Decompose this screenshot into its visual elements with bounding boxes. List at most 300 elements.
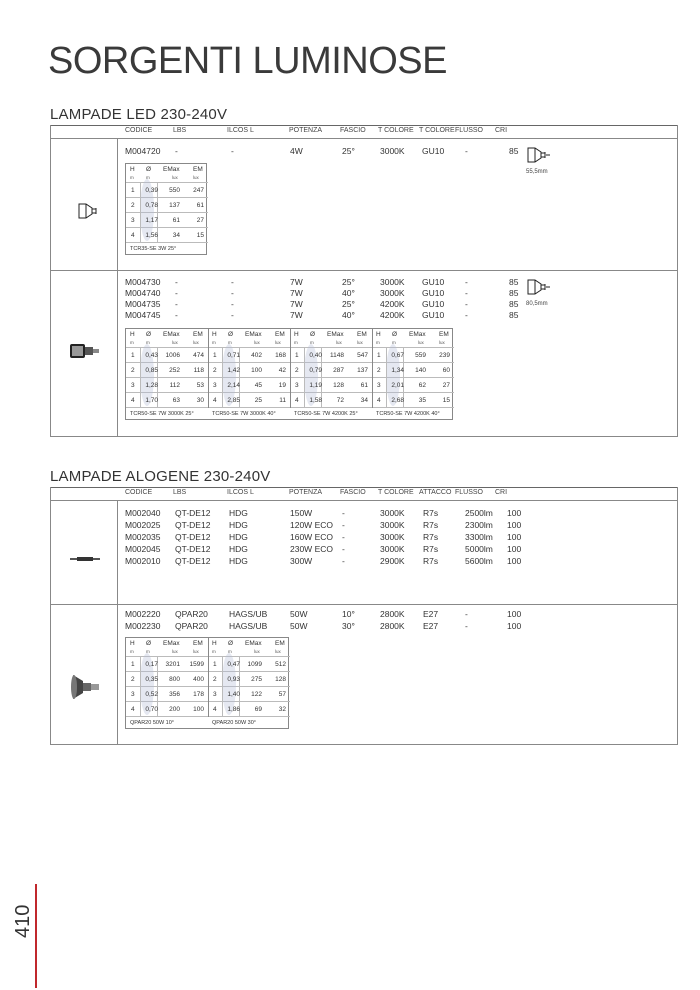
cell-potenza: 230W ECO — [290, 544, 333, 554]
table-cell: 252 — [169, 367, 180, 374]
unit-label: lux — [172, 649, 178, 654]
table-cell: 1,70 — [145, 397, 158, 404]
dimension-label: 80,5mm — [526, 301, 548, 307]
cell-attacco: GU10 — [422, 299, 445, 309]
column-header: Ø — [228, 640, 234, 647]
cell-fascio: 25° — [342, 299, 355, 309]
page-title: SORGENTI LUMINOSE — [48, 40, 447, 82]
table-cell: 559 — [415, 352, 426, 359]
table-cell: 32 — [278, 706, 286, 713]
table-cell: 4 — [377, 397, 381, 404]
table-caption: QPAR20 50W 30° — [212, 720, 256, 726]
cell-codice: M004720 — [125, 146, 161, 156]
cell-flusso: 5600lm — [465, 556, 493, 566]
column-header: T COLORE — [378, 489, 414, 496]
table-caption: TCR50-SE 7W 3000K 25° — [130, 411, 194, 417]
table-cell: 1148 — [330, 352, 344, 359]
cell-codice: M004735 — [125, 299, 161, 309]
column-header: Ø — [146, 331, 152, 338]
table-cell: 137 — [169, 202, 180, 209]
cell-potenza: 7W — [290, 310, 303, 320]
cell-flusso: - — [465, 288, 468, 298]
column-header: EM — [193, 166, 203, 173]
cell-fascio: - — [342, 508, 345, 518]
table-divider — [208, 638, 209, 717]
column-header: ILCOS L — [227, 127, 254, 134]
cell-codice: M002040 — [125, 508, 161, 518]
column-header: Ø — [146, 166, 152, 173]
column-header: EMax — [163, 331, 180, 338]
table-cell: 275 — [251, 676, 262, 683]
cell-potenza: 7W — [290, 299, 303, 309]
table-cell: 45 — [254, 382, 262, 389]
cell-fascio: - — [342, 544, 345, 554]
table-rule — [126, 227, 208, 228]
table-cell: 1006 — [165, 352, 180, 359]
cell-cri: 100 — [507, 621, 522, 631]
column-header: H — [130, 166, 135, 173]
column-header: EM — [275, 640, 285, 647]
cell-ilcos: HAGS/UB — [229, 621, 268, 631]
table-cell: 57 — [278, 691, 286, 698]
table-rule — [126, 197, 208, 198]
unit-label: m — [294, 340, 298, 345]
cell-attacco: GU10 — [422, 288, 445, 298]
table-cell: 128 — [333, 382, 344, 389]
table-cell: 2 — [131, 367, 135, 374]
table-cell: 0,39 — [145, 187, 158, 194]
column-header: CODICE — [125, 127, 153, 134]
table-cell: 0,71 — [227, 352, 240, 359]
unit-label: m — [146, 175, 150, 180]
cell-lbs: QT-DE12 — [175, 532, 211, 542]
unit-label: lux — [418, 340, 424, 345]
table-cell: 1 — [213, 661, 217, 668]
cell-cri: 85 — [509, 299, 519, 309]
table-rule — [126, 242, 208, 243]
table-cell: 3 — [295, 382, 299, 389]
cell-fascio: 10° — [342, 609, 355, 619]
table-cell: 100 — [193, 706, 204, 713]
table-caption: QPAR20 50W 10° — [130, 720, 174, 726]
halogen-tube-photo — [69, 549, 101, 567]
cell-flusso: 5000lm — [465, 544, 493, 554]
cell-ilcos: HDG — [229, 520, 248, 530]
unit-label: m — [228, 649, 232, 654]
table-cell: 1 — [131, 352, 135, 359]
led-lamp-photo — [68, 341, 102, 366]
cell-potenza: 7W — [290, 288, 303, 298]
table-cell: 0,70 — [145, 706, 158, 713]
column-header: H — [376, 331, 381, 338]
table-cell: 2 — [213, 676, 217, 683]
table-cell: 547 — [357, 352, 368, 359]
table-cell: 27 — [442, 382, 450, 389]
table-cell: 0,85 — [145, 367, 158, 374]
table-cell: 1,28 — [145, 382, 158, 389]
table-cell: 4 — [131, 397, 135, 404]
cell-attacco: E27 — [423, 609, 439, 619]
table-cell: 19 — [278, 382, 286, 389]
cell-cri: 100 — [507, 508, 522, 518]
unit-label: lux — [336, 340, 342, 345]
cell-tcolore: 3000K — [380, 146, 405, 156]
cell-potenza: 50W — [290, 609, 308, 619]
table-cell: 2 — [131, 202, 135, 209]
unit-label: m — [310, 340, 314, 345]
table-rule — [126, 182, 208, 183]
table-cell: 402 — [251, 352, 262, 359]
table-cell: 53 — [196, 382, 204, 389]
cell-potenza: 160W ECO — [290, 532, 333, 542]
cell-ilcos: - — [231, 310, 234, 320]
cell-flusso: 2500lm — [465, 508, 493, 518]
cell-ilcos: - — [231, 146, 234, 156]
column-header: EM — [439, 331, 449, 338]
table-cell: 34 — [360, 397, 368, 404]
table-cell: 3 — [131, 691, 135, 698]
cell-ilcos: HDG — [229, 532, 248, 542]
column-header: ATTACCO — [419, 489, 452, 496]
column-header: Ø — [146, 640, 152, 647]
section-title-halogen: LAMPADE ALOGENE 230-240V — [50, 468, 271, 485]
cell-ilcos: HDG — [229, 556, 248, 566]
table-cell: 128 — [275, 676, 286, 683]
column-header: T COLORE — [378, 127, 414, 134]
cell-attacco: R7s — [423, 520, 439, 530]
column-header: H — [130, 331, 135, 338]
table-cell: 1,17 — [145, 217, 158, 224]
column-header: POTENZA — [289, 489, 323, 496]
unit-label: m — [146, 340, 150, 345]
product-block-halogen-2 — [50, 605, 678, 745]
column-header: H — [212, 331, 217, 338]
table-caption: TCR35-SE 3W 25° — [130, 246, 177, 252]
column-header: ILCOS L — [227, 489, 254, 496]
column-header-row — [50, 487, 678, 501]
cell-attacco: E27 — [423, 621, 439, 631]
cell-ilcos: - — [231, 288, 234, 298]
cell-tcolore: 3000K — [380, 277, 405, 287]
column-header: FASCIO — [340, 127, 366, 134]
table-caption: TCR50-SE 7W 4200K 25° — [294, 411, 358, 417]
column-header: EM — [275, 331, 285, 338]
product-block-led-1 — [50, 139, 678, 271]
table-cell: 61 — [196, 202, 204, 209]
unit-label: m — [376, 340, 380, 345]
table-cell: 1099 — [247, 661, 262, 668]
photometric-table — [125, 637, 289, 729]
column-header: EM — [193, 331, 203, 338]
column-header: T COLORE — [419, 127, 455, 134]
cell-codice: M002035 — [125, 532, 161, 542]
cell-tcolore: 3000K — [380, 288, 405, 298]
cell-fascio: 30° — [342, 621, 355, 631]
column-header: CRI — [495, 489, 508, 496]
unit-label: lux — [193, 175, 199, 180]
cell-cri: 85 — [509, 146, 519, 156]
unit-label: m — [212, 340, 216, 345]
table-cell: 0,78 — [145, 202, 158, 209]
cell-potenza: 4W — [290, 146, 303, 156]
cell-flusso: - — [465, 299, 468, 309]
unit-label: m — [228, 340, 232, 345]
unit-label: lux — [275, 340, 281, 345]
table-cell: 400 — [193, 676, 204, 683]
cell-ilcos: - — [231, 299, 234, 309]
par20-lamp-photo — [70, 673, 102, 706]
table-cell: 3 — [377, 382, 381, 389]
cell-lbs: QPAR20 — [175, 621, 208, 631]
table-cell: 178 — [193, 691, 204, 698]
table-cell: 15 — [196, 232, 204, 239]
table-cell: 34 — [172, 232, 180, 239]
table-cell: 239 — [439, 352, 450, 359]
cell-tcolore: 3000K — [380, 532, 405, 542]
cell-potenza: 7W — [290, 277, 303, 287]
column-header: EM — [193, 640, 203, 647]
column-header: LBS — [173, 489, 187, 496]
table-cell: 1,42 — [227, 367, 240, 374]
column-header: H — [294, 331, 299, 338]
table-rule — [222, 657, 223, 717]
cell-lbs: - — [175, 299, 178, 309]
unit-label: m — [212, 649, 216, 654]
unit-label: lux — [275, 649, 281, 654]
table-cell: 0,93 — [227, 676, 240, 683]
cell-flusso: - — [465, 621, 468, 631]
dimension-label: 55,5mm — [526, 169, 548, 175]
cell-tcolore: 3000K — [380, 508, 405, 518]
photometric-table — [125, 328, 453, 420]
cell-codice: M004740 — [125, 288, 161, 298]
cell-tcolore: 3000K — [380, 544, 405, 554]
page-accent-line — [35, 884, 37, 988]
table-cell: 60 — [442, 367, 450, 374]
cell-potenza: 300W — [290, 556, 313, 566]
cell-cri: 100 — [507, 520, 522, 530]
unit-label: m — [130, 175, 134, 180]
table-cell: 4 — [213, 706, 217, 713]
table-divider — [208, 329, 209, 408]
cell-tcolore: 4200K — [380, 299, 405, 309]
table-cell: 2 — [295, 367, 299, 374]
table-cell: 1,34 — [391, 367, 404, 374]
product-block-halogen-1 — [50, 501, 678, 605]
cell-flusso: 2300lm — [465, 520, 493, 530]
table-rule — [386, 348, 387, 408]
cell-cri: 85 — [509, 288, 519, 298]
table-cell: 200 — [169, 706, 180, 713]
table-cell: 69 — [254, 706, 262, 713]
table-divider — [290, 329, 291, 408]
cell-flusso: - — [465, 277, 468, 287]
unit-label: m — [130, 649, 134, 654]
table-cell: 1599 — [189, 661, 204, 668]
table-cell: 72 — [336, 397, 344, 404]
table-cell: 27 — [196, 217, 204, 224]
cell-fascio: - — [342, 520, 345, 530]
table-cell: 1 — [295, 352, 299, 359]
cell-fascio: 40° — [342, 310, 355, 320]
table-cell: 30 — [196, 397, 204, 404]
column-header: FLUSSO — [455, 489, 484, 496]
table-cell: 1,86 — [227, 706, 240, 713]
cell-fascio: 25° — [342, 277, 355, 287]
table-cell: 512 — [275, 661, 286, 668]
unit-label: lux — [193, 340, 199, 345]
unit-label: lux — [254, 649, 260, 654]
table-cell: 0,47 — [227, 661, 240, 668]
table-cell: 2,68 — [391, 397, 404, 404]
table-cell: 1,19 — [309, 382, 322, 389]
table-cell: 0,43 — [145, 352, 158, 359]
dimension-lamp-icon — [525, 145, 551, 170]
unit-label: lux — [439, 340, 445, 345]
table-cell: 0,17 — [145, 661, 158, 668]
table-rule — [140, 348, 141, 408]
table-cell: 137 — [357, 367, 368, 374]
cell-lbs: - — [175, 310, 178, 320]
table-rule — [304, 348, 305, 408]
cell-lbs: - — [175, 146, 178, 156]
table-cell: 168 — [275, 352, 286, 359]
cell-tcolore: 2800K — [380, 609, 405, 619]
table-cell: 140 — [415, 367, 426, 374]
column-header: EMax — [327, 331, 344, 338]
table-cell: 0,40 — [309, 352, 322, 359]
table-cell: 2 — [213, 367, 217, 374]
cell-codice: M002220 — [125, 609, 161, 619]
cell-lbs: QT-DE12 — [175, 556, 211, 566]
cell-lbs: - — [175, 288, 178, 298]
table-cell: 1,40 — [227, 691, 240, 698]
cell-tcolore: 2800K — [380, 621, 405, 631]
column-header-row — [50, 125, 678, 139]
unit-label: m — [130, 340, 134, 345]
cell-ilcos: HDG — [229, 544, 248, 554]
section-title-led: LAMPADE LED 230-240V — [50, 106, 228, 123]
photometric-table — [125, 163, 207, 255]
table-cell: 1,58 — [309, 397, 322, 404]
column-header: H — [130, 640, 135, 647]
cell-ilcos: HAGS/UB — [229, 609, 268, 619]
unit-label: lux — [357, 340, 363, 345]
table-cell: 15 — [442, 397, 450, 404]
column-header: Ø — [228, 331, 234, 338]
column-header: EMax — [409, 331, 426, 338]
cell-flusso: - — [465, 609, 468, 619]
unit-label: m — [146, 649, 150, 654]
cell-fascio: - — [342, 556, 345, 566]
cell-lbs: - — [175, 277, 178, 287]
table-cell: 3 — [213, 382, 217, 389]
table-cell: 3 — [131, 382, 135, 389]
table-rule — [140, 183, 141, 243]
table-cell: 63 — [172, 397, 180, 404]
table-cell: 3201 — [165, 661, 180, 668]
table-cell: 4 — [295, 397, 299, 404]
table-cell: 122 — [251, 691, 262, 698]
cell-cri: 85 — [509, 277, 519, 287]
column-header: EM — [357, 331, 367, 338]
cell-fascio: 40° — [342, 288, 355, 298]
cell-attacco: R7s — [423, 556, 439, 566]
column-header: LBS — [173, 127, 187, 134]
cell-fascio: 25° — [342, 146, 355, 156]
column-header: EMax — [245, 640, 262, 647]
table-cell: 61 — [360, 382, 368, 389]
column-header: CODICE — [125, 489, 153, 496]
cell-attacco: R7s — [423, 532, 439, 542]
table-cell: 2,85 — [227, 397, 240, 404]
table-cell: 1 — [131, 187, 135, 194]
table-cell: 118 — [193, 367, 204, 374]
cell-flusso: 3300lm — [465, 532, 493, 542]
cell-cri: 100 — [507, 609, 522, 619]
table-cell: 25 — [254, 397, 262, 404]
table-cell: 0,35 — [145, 676, 158, 683]
cell-lbs: QPAR20 — [175, 609, 208, 619]
table-cell: 4 — [131, 706, 135, 713]
cell-attacco: R7s — [423, 544, 439, 554]
table-cell: 356 — [169, 691, 180, 698]
cell-cri: 100 — [507, 532, 522, 542]
cell-ilcos: HDG — [229, 508, 248, 518]
cell-codice: M002025 — [125, 520, 161, 530]
table-cell: 112 — [169, 382, 180, 389]
table-cell: 42 — [278, 367, 286, 374]
cell-attacco: GU10 — [422, 146, 445, 156]
cell-codice: M004730 — [125, 277, 161, 287]
table-cell: 61 — [172, 217, 180, 224]
table-cell: 3 — [213, 691, 217, 698]
column-header: FASCIO — [340, 489, 366, 496]
unit-label: lux — [172, 340, 178, 345]
table-cell: 2,14 — [227, 382, 240, 389]
table-cell: 2 — [131, 676, 135, 683]
cell-lbs: QT-DE12 — [175, 520, 211, 530]
cell-fascio: - — [342, 532, 345, 542]
table-cell: 35 — [418, 397, 426, 404]
column-header: Ø — [310, 331, 316, 338]
cell-codice: M002010 — [125, 556, 161, 566]
cell-ilcos: - — [231, 277, 234, 287]
cell-cri: 100 — [507, 556, 522, 566]
table-caption: TCR50-SE 7W 4200K 40° — [376, 411, 440, 417]
column-header: CRI — [495, 127, 508, 134]
table-cell: 550 — [169, 187, 180, 194]
cell-codice: M002230 — [125, 621, 161, 631]
cell-attacco: GU10 — [422, 277, 445, 287]
dimension-lamp-icon — [525, 277, 551, 302]
table-cell: 0,79 — [309, 367, 322, 374]
table-cell: 800 — [169, 676, 180, 683]
page-number: 410 — [12, 904, 34, 938]
table-cell: 11 — [279, 397, 286, 404]
product-block-led-2 — [50, 271, 678, 437]
cell-potenza: 50W — [290, 621, 308, 631]
table-cell: 0,67 — [391, 352, 404, 359]
column-header: Ø — [392, 331, 398, 338]
cell-flusso: - — [465, 146, 468, 156]
table-rule — [126, 212, 208, 213]
cell-flusso: - — [465, 310, 468, 320]
cell-tcolore: 3000K — [380, 520, 405, 530]
cell-cri: 85 — [509, 310, 519, 320]
cell-codice: M002045 — [125, 544, 161, 554]
table-cell: 1 — [213, 352, 217, 359]
